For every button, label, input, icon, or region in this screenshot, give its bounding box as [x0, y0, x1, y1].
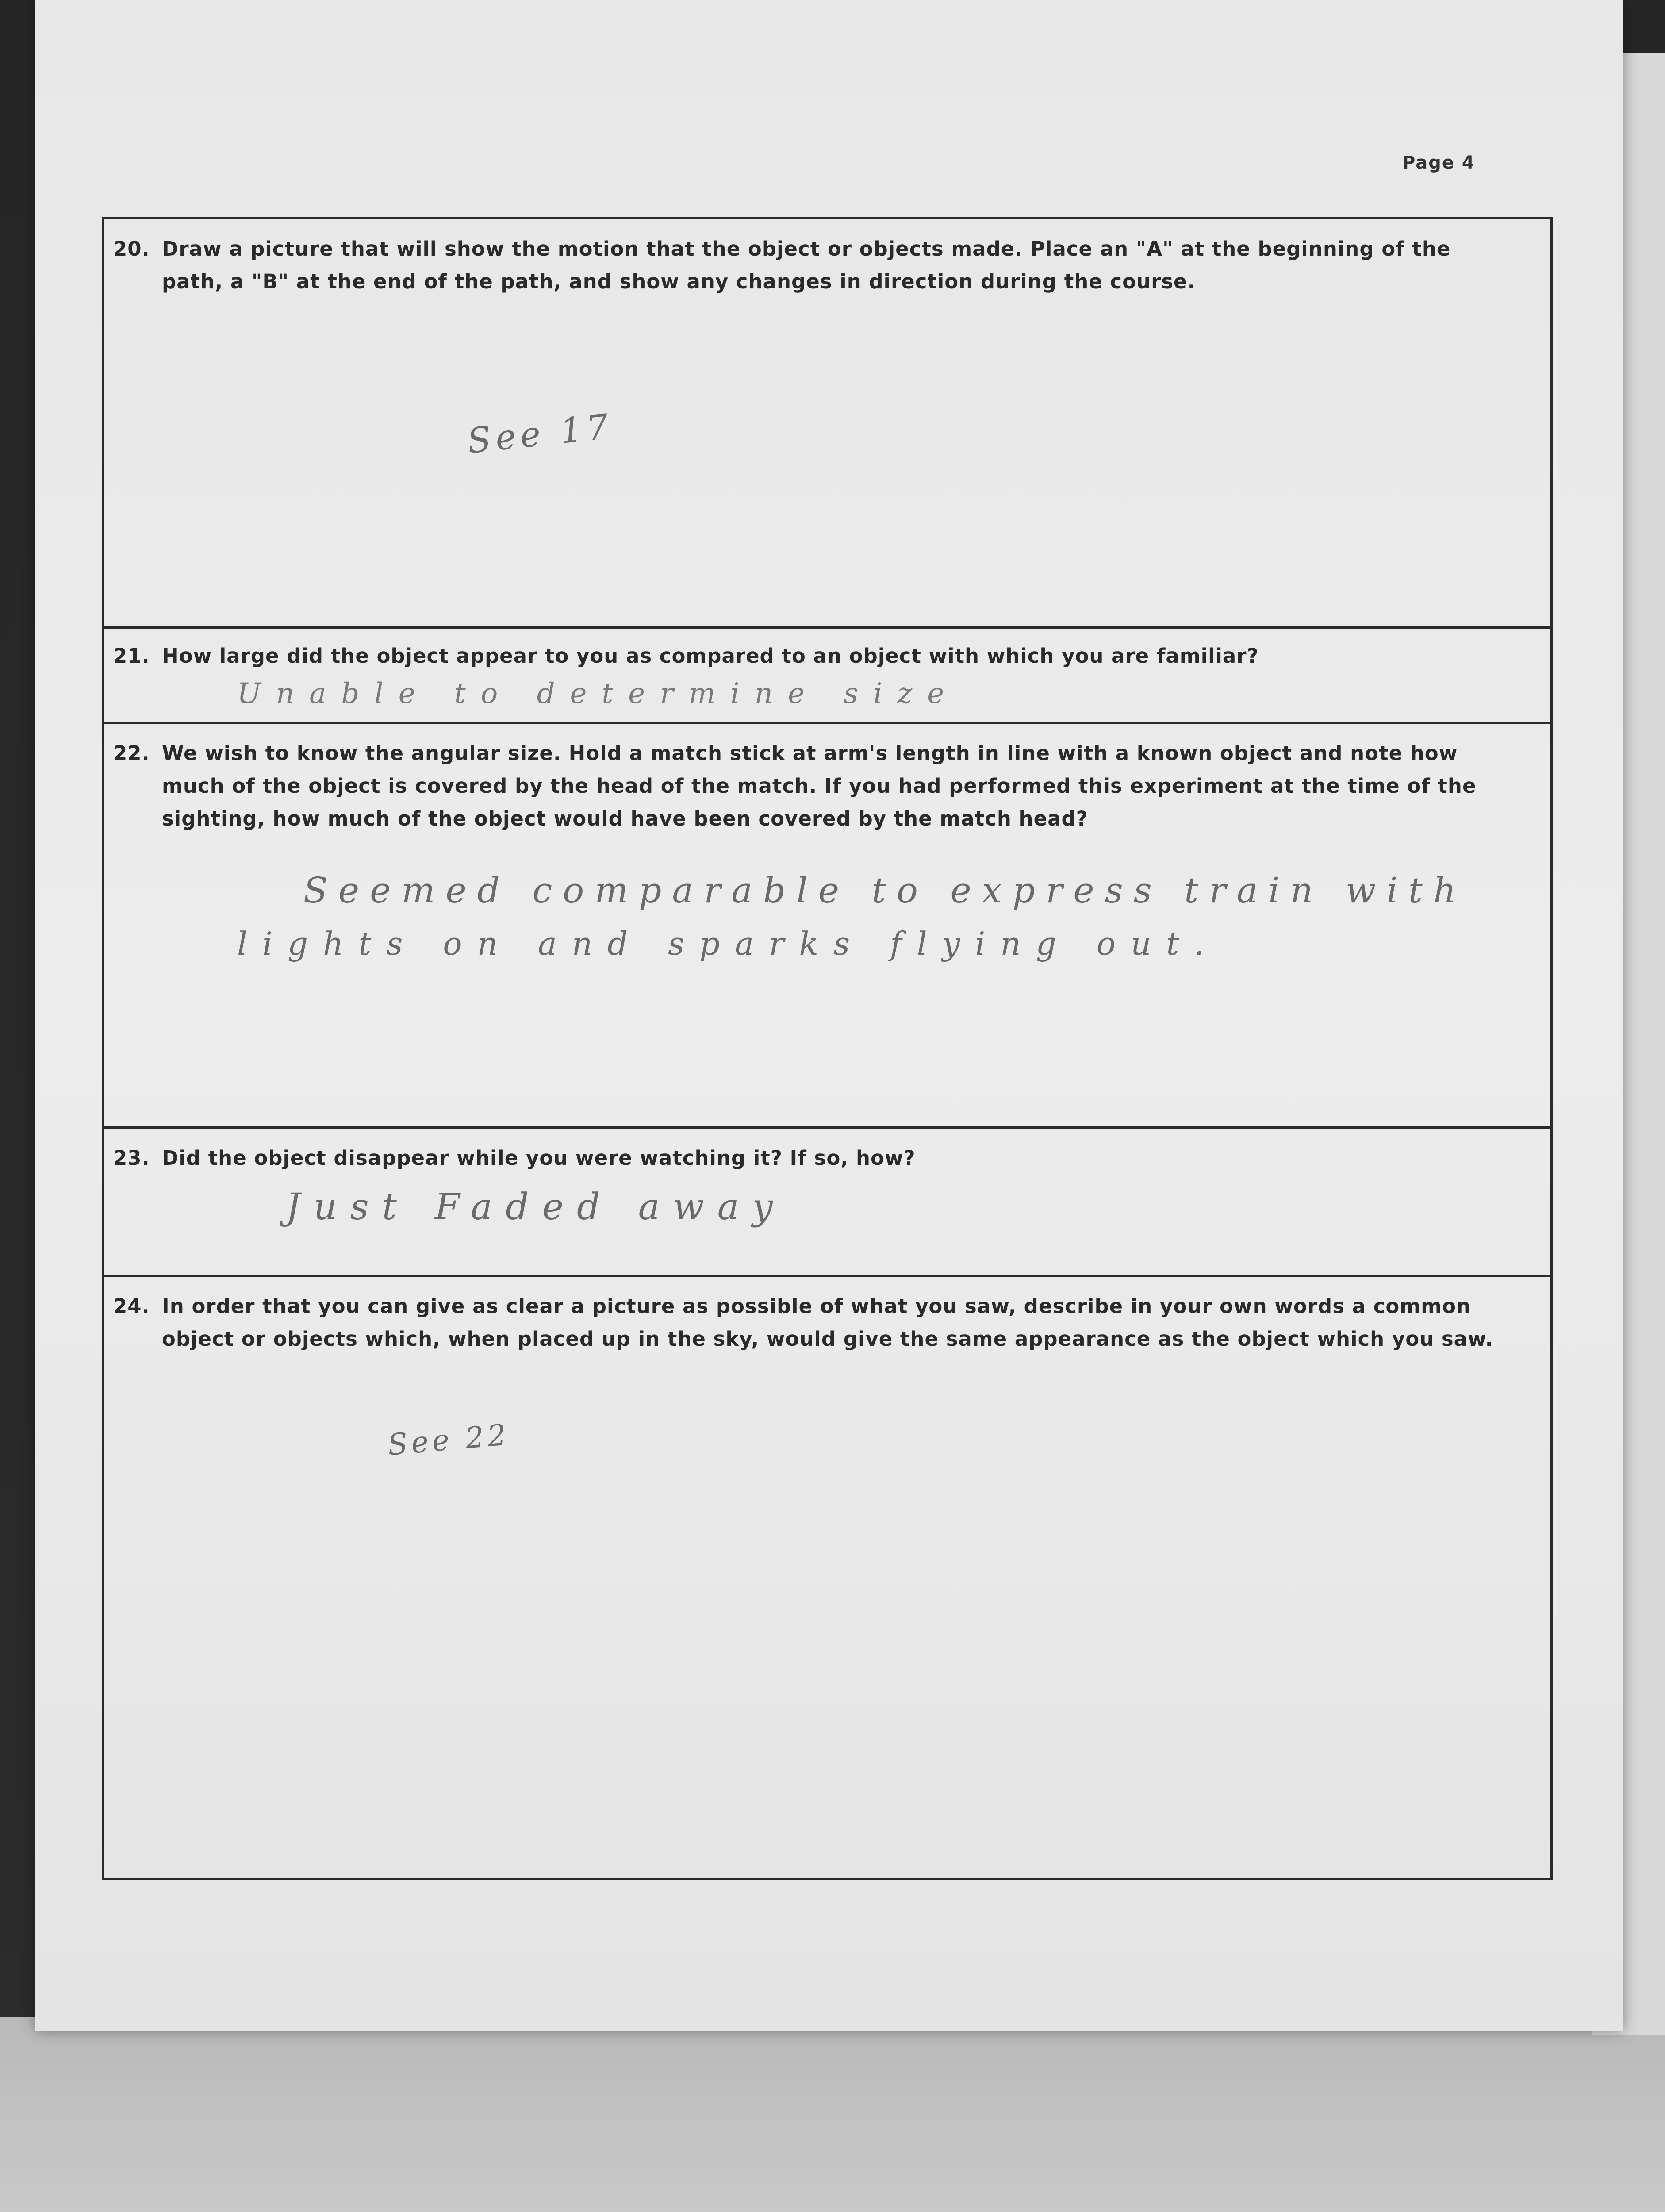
question-text: How large did the object appear to you as compared to an object with which you are familiar? [162, 644, 1259, 668]
question-24-section [104, 1277, 1550, 1881]
question-number: 21. [113, 644, 150, 668]
question-number: 23. [113, 1146, 150, 1170]
question-number: 24. [113, 1294, 150, 1318]
question-21 [113, 640, 1497, 672]
question-text: In order that you can give as clear a picture as possible of what you saw, describe in your own words a common object or objects which, when placed up in the sky, would give the same appearance as the object which you saw. [162, 1294, 1493, 1351]
question-number: 22. [113, 741, 150, 765]
handwritten-answer: Just Faded away [286, 1186, 786, 1228]
question-22-section [104, 724, 1550, 1129]
question-text: Did the object disappear while you were watching it? If so, how? [162, 1146, 916, 1170]
question-21-section [104, 629, 1550, 724]
questionnaire-box [102, 217, 1553, 1880]
form-page [35, 0, 1623, 2031]
handwritten-answer-line-2: lights on and sparks flying out. [237, 925, 1220, 962]
question-text: We wish to know the angular size. Hold a match stick at arm's length in line with a known object and note how much of the object is covered by the head of the match. If you had performed this experiment at the time of the sighting, how much of the object would have been covered by the match head? [162, 741, 1477, 830]
handwritten-answer-line-1: Seemed comparable to express train with [303, 870, 1467, 911]
question-23 [113, 1142, 1497, 1175]
handwritten-answer: See 22 [386, 1417, 511, 1462]
question-20 [113, 233, 1497, 298]
question-23-section [104, 1129, 1550, 1277]
question-number: 20. [113, 237, 150, 261]
question-24 [113, 1290, 1497, 1356]
question-22 [113, 737, 1497, 835]
question-20-section [104, 219, 1550, 629]
underlying-page [0, 2017, 1665, 2212]
handwritten-answer: Unable to determine size [237, 677, 959, 710]
question-text: Draw a picture that will show the motion that the object or objects made. Place an "A" at the beginning of the path, a "B" at the end of the path, and show any changes in direction during the course. [162, 237, 1451, 293]
page-number: Page 4 [1402, 153, 1475, 173]
handwritten-answer: See 17 [465, 407, 615, 461]
